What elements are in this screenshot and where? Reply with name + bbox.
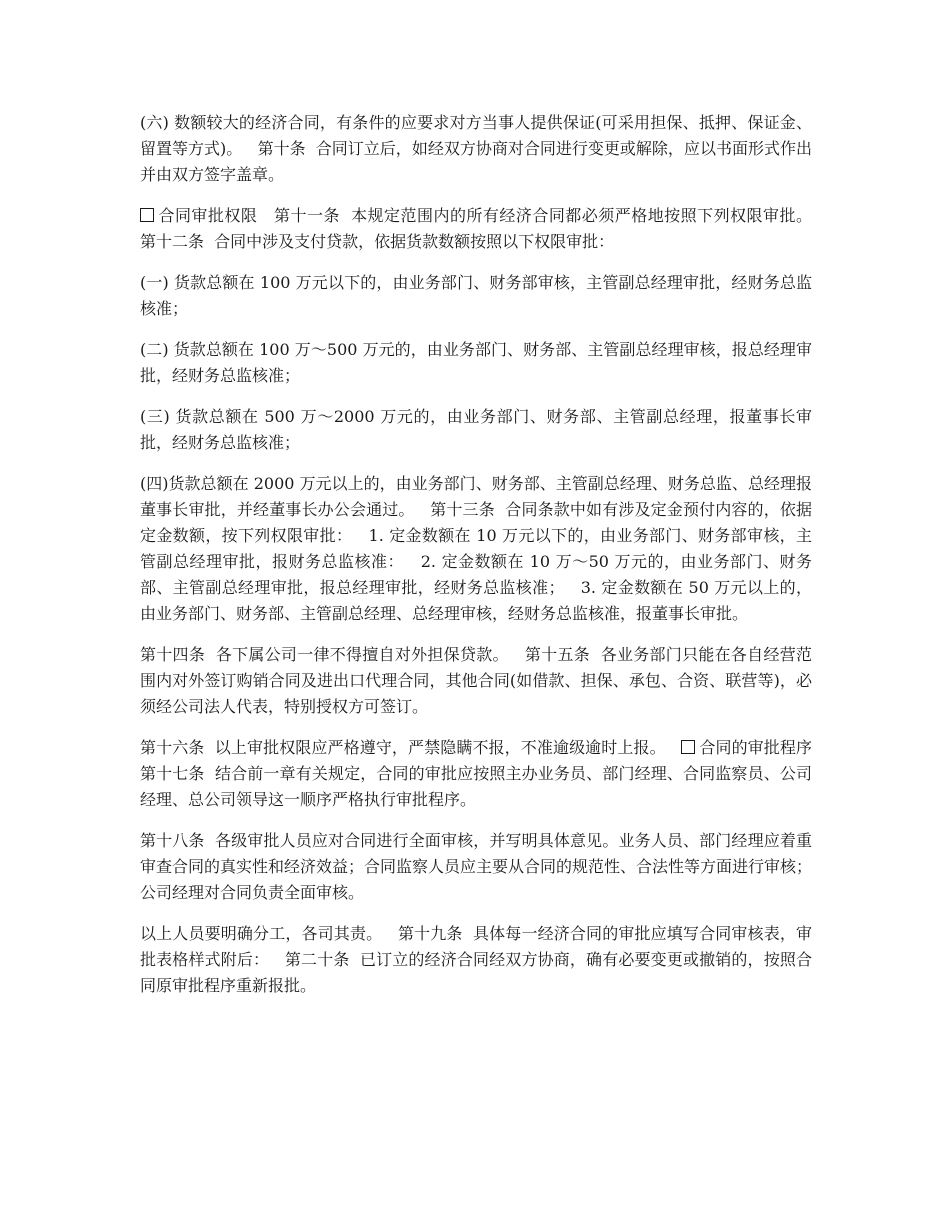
paragraph-item-2: (二) 货款总额在 100 万～500 万元的，由业务部门、财务部、主管副总经理审核，报总经理审批，经财务总监核准； [140, 340, 812, 385]
paragraph-approval-authority [140, 203, 828, 255]
paragraph-item-4: (四)货款总额在 2000 万元以上的，由业务部门、财务部、主管副总经理、财务总监、总经理报董事长审批，并经董事长办公会通过。 第十三条 合同条款中如有涉及定金预付内容的，依据定金数额，按下列权限审批： 1. 定金数额在 10 万元以下的，由业务部门、财务部审核，主管副总经理审批，报财务总监核准： 2. 定金数额在 10 万～50 万元的，由业务部门、财务部、主管副总经理审批，报总经理审批，经财务总监核准； 3. 定金数额在 50 万元以上的，由业务部门、财务部、主管副总经理、总经理审核，经财务总监核准，报董事长审批。 [140, 474, 812, 623]
paragraph-approval-authority-text: 合同审批权限 第十一条 本规定范围内的所有经济合同都必须严格地按照下列权限审批。 第十二条 合同中涉及支付贷款，依据货款数额按照以下权限审批： [140, 206, 828, 251]
checkbox-icon [140, 208, 154, 222]
document-page [140, 110, 828, 1014]
checkbox-icon [681, 740, 695, 754]
paragraph-article-18: 第十八条 各级审批人员应对合同进行全面审核，并写明具体意见。业务人员、部门经理应着重审查合同的真实性和经济效益；合同监察人员应主要从合同的规范性、合法性等方面进行审核；公司经理对合同负责全面审核。 [140, 831, 813, 902]
paragraph-article-14-15: 第十四条 各下属公司一律不得擅自对外担保贷款。 第十五条 各业务部门只能在各自经营范围内对外签订购销合同及进出口代理合同，其他合同(如借款、担保、承包、合资、联营等)，必须经公司法人代表，特别授权方可签订。 [140, 645, 812, 716]
paragraph-article-19-20: 以上人员要明确分工，各司其责。 第十九条 具体每一经济合同的审批应填写合同审核表，审批表格样式附后： 第二十条 已订立的经济合同经双方协商，确有必要变更或撤销的，按照合同原审批程序重新报批。 [140, 924, 812, 995]
paragraph-item-3: (三) 货款总额在 500 万～2000 万元的，由业务部门、财务部、主管副总经理，报董事长审批，经财务总监核准； [140, 407, 812, 452]
paragraph-article-17-text: 合同的审批程序 第十七条 结合前一章有关规定，合同的审批应按照主办业务员、部门经理、合同监察员、公司经理、总公司领导这一顺序严格执行审批程序。 [140, 738, 828, 809]
paragraph-item-1: (一) 货款总额在 100 万元以下的，由业务部门、财务部审核，主管副总经理审批，经财务总监核准； [140, 273, 812, 318]
paragraph-guarantee-clause: (六) 数额较大的经济合同，有条件的应要求对方当事人提供保证(可采用担保、抵押、保证金、留置等方式)。 第十条 合同订立后，如经双方协商对合同进行变更或解除，应以书面形式作出并由双方签字盖章。 [140, 113, 812, 184]
paragraph-article-16-text: 第十六条 以上审批权限应严格遵守，严禁隐瞒不报，不准逾级逾时上报。 [140, 738, 682, 757]
paragraph-article-16-17 [140, 735, 828, 813]
